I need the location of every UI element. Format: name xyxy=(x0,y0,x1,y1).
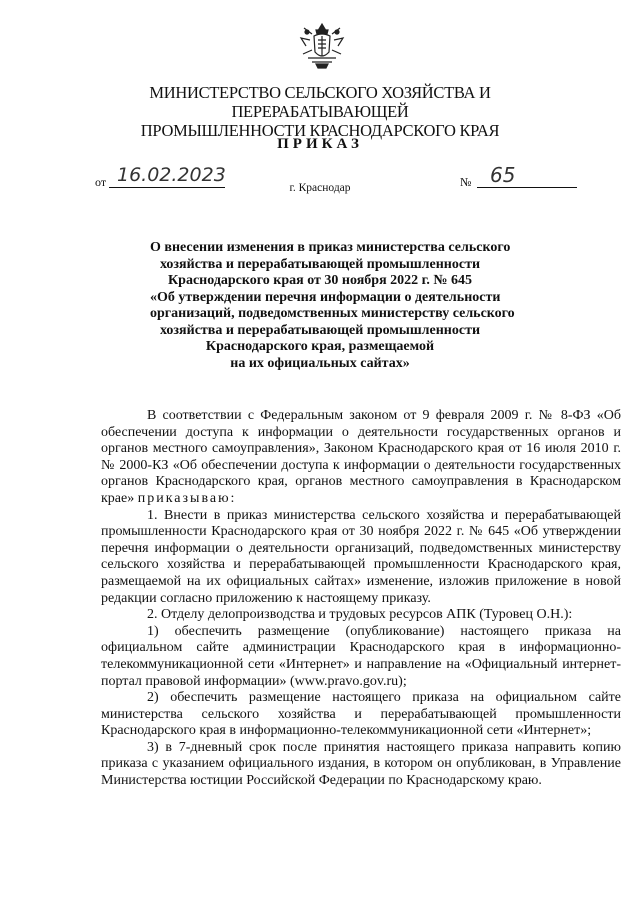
subject-line: О внесении изменения в приказ министерства сельского xyxy=(150,240,511,255)
item-2-3-paragraph: 3) в 7-дневный срок после принятия настоящего приказа направить копию приказа с указанием официального издания, в котором он опубликован, в Управление Министерства юстиции Российской Федерации по Краснодарскому краю. xyxy=(101,739,621,789)
order-word: приказываю: xyxy=(137,490,237,506)
preamble-paragraph xyxy=(101,408,621,508)
subject-line: организаций, подведомственных министерству сельского xyxy=(150,306,515,321)
item-2-paragraph: 2. Отделу делопроизводства и трудовых ресурсов АПК (Туровец О.Н.): xyxy=(147,607,573,623)
ministry-name-line2: ПРОМЫШЛЕННОСТИ КРАСНОДАРСКОГО КРАЯ xyxy=(140,121,500,140)
subject-line: «Об утверждении перечня информации о деятельности xyxy=(150,289,501,305)
subject-line: на их официальных сайтах» xyxy=(230,355,410,371)
item-2-1-paragraph: 1) обеспечить размещение (опубликование) настоящего приказа на официальном сайте администрации Краснодарского края в информационно-телекоммуникационной сети «Интернет» и направление на «Официальный интернет-портал правовой информации» (www.pravo.gov.ru); xyxy=(101,623,621,689)
date-prefix: от xyxy=(95,175,107,189)
subject-line: хозяйства и перерабатывающей промышленности xyxy=(159,256,481,272)
item-1-paragraph: 1. Внести в приказ министерства сельского хозяйства и перерабатывающей промышленности Краснодарского края от 30 ноября 2022 г. № 645 «Об утверждении перечня информации о деятельности организаций, подведомственных министерству сельского хозяйства и перерабатывающей промышленности Краснодарского края, размещаемой на их официальных сайтах» изменение, изложив приложение в новой редакции согласно приложению к настоящему приказу. xyxy=(101,507,621,606)
number-prefix: № xyxy=(460,175,472,189)
city-name: г. Краснодар xyxy=(289,182,351,194)
handwritten-date: 16.02.2023 xyxy=(117,164,226,186)
subject-line: хозяйства и перерабатывающей промышленности xyxy=(159,322,481,338)
order-subject xyxy=(150,240,515,372)
subject-line: Краснодарского края, размещаемой xyxy=(205,339,435,354)
document-type: ПРИКАЗ xyxy=(277,136,363,152)
subject-line: Краснодарского края от 30 ноября 2022 г. № 645 xyxy=(168,273,472,288)
ministry-name xyxy=(60,83,580,140)
item-2-2-paragraph: 2) обеспечить размещение настоящего приказа на официальном сайте министерства сельского хозяйства и перерабатывающей промышленности Краснодарского края в информационно-телекоммуникационной сети «Интернет»; xyxy=(101,690,621,739)
order-body xyxy=(101,408,621,790)
preamble-text: В соответствии с Федеральным законом от 9 февраля 2009 г. № 8-ФЗ «Об обеспечении доступа к информации о деятельности государственных органов и органов местного самоуправления», Законом Краснодарского края от 16 июля 2010 г. № 2000-КЗ «Об обеспечении доступа к информации о деятельности государственных органов Краснодарского края, органов местного самоуправления в Краснодарском крае» xyxy=(101,408,621,506)
coat-of-arms-icon xyxy=(298,20,346,70)
ministry-name-line1: МИНИСТЕРСТВО СЕЛЬСКОГО ХОЗЯЙСТВА И ПЕРЕРАБАТЫВАЮЩЕЙ xyxy=(149,83,491,121)
handwritten-number: 65 xyxy=(490,163,516,187)
